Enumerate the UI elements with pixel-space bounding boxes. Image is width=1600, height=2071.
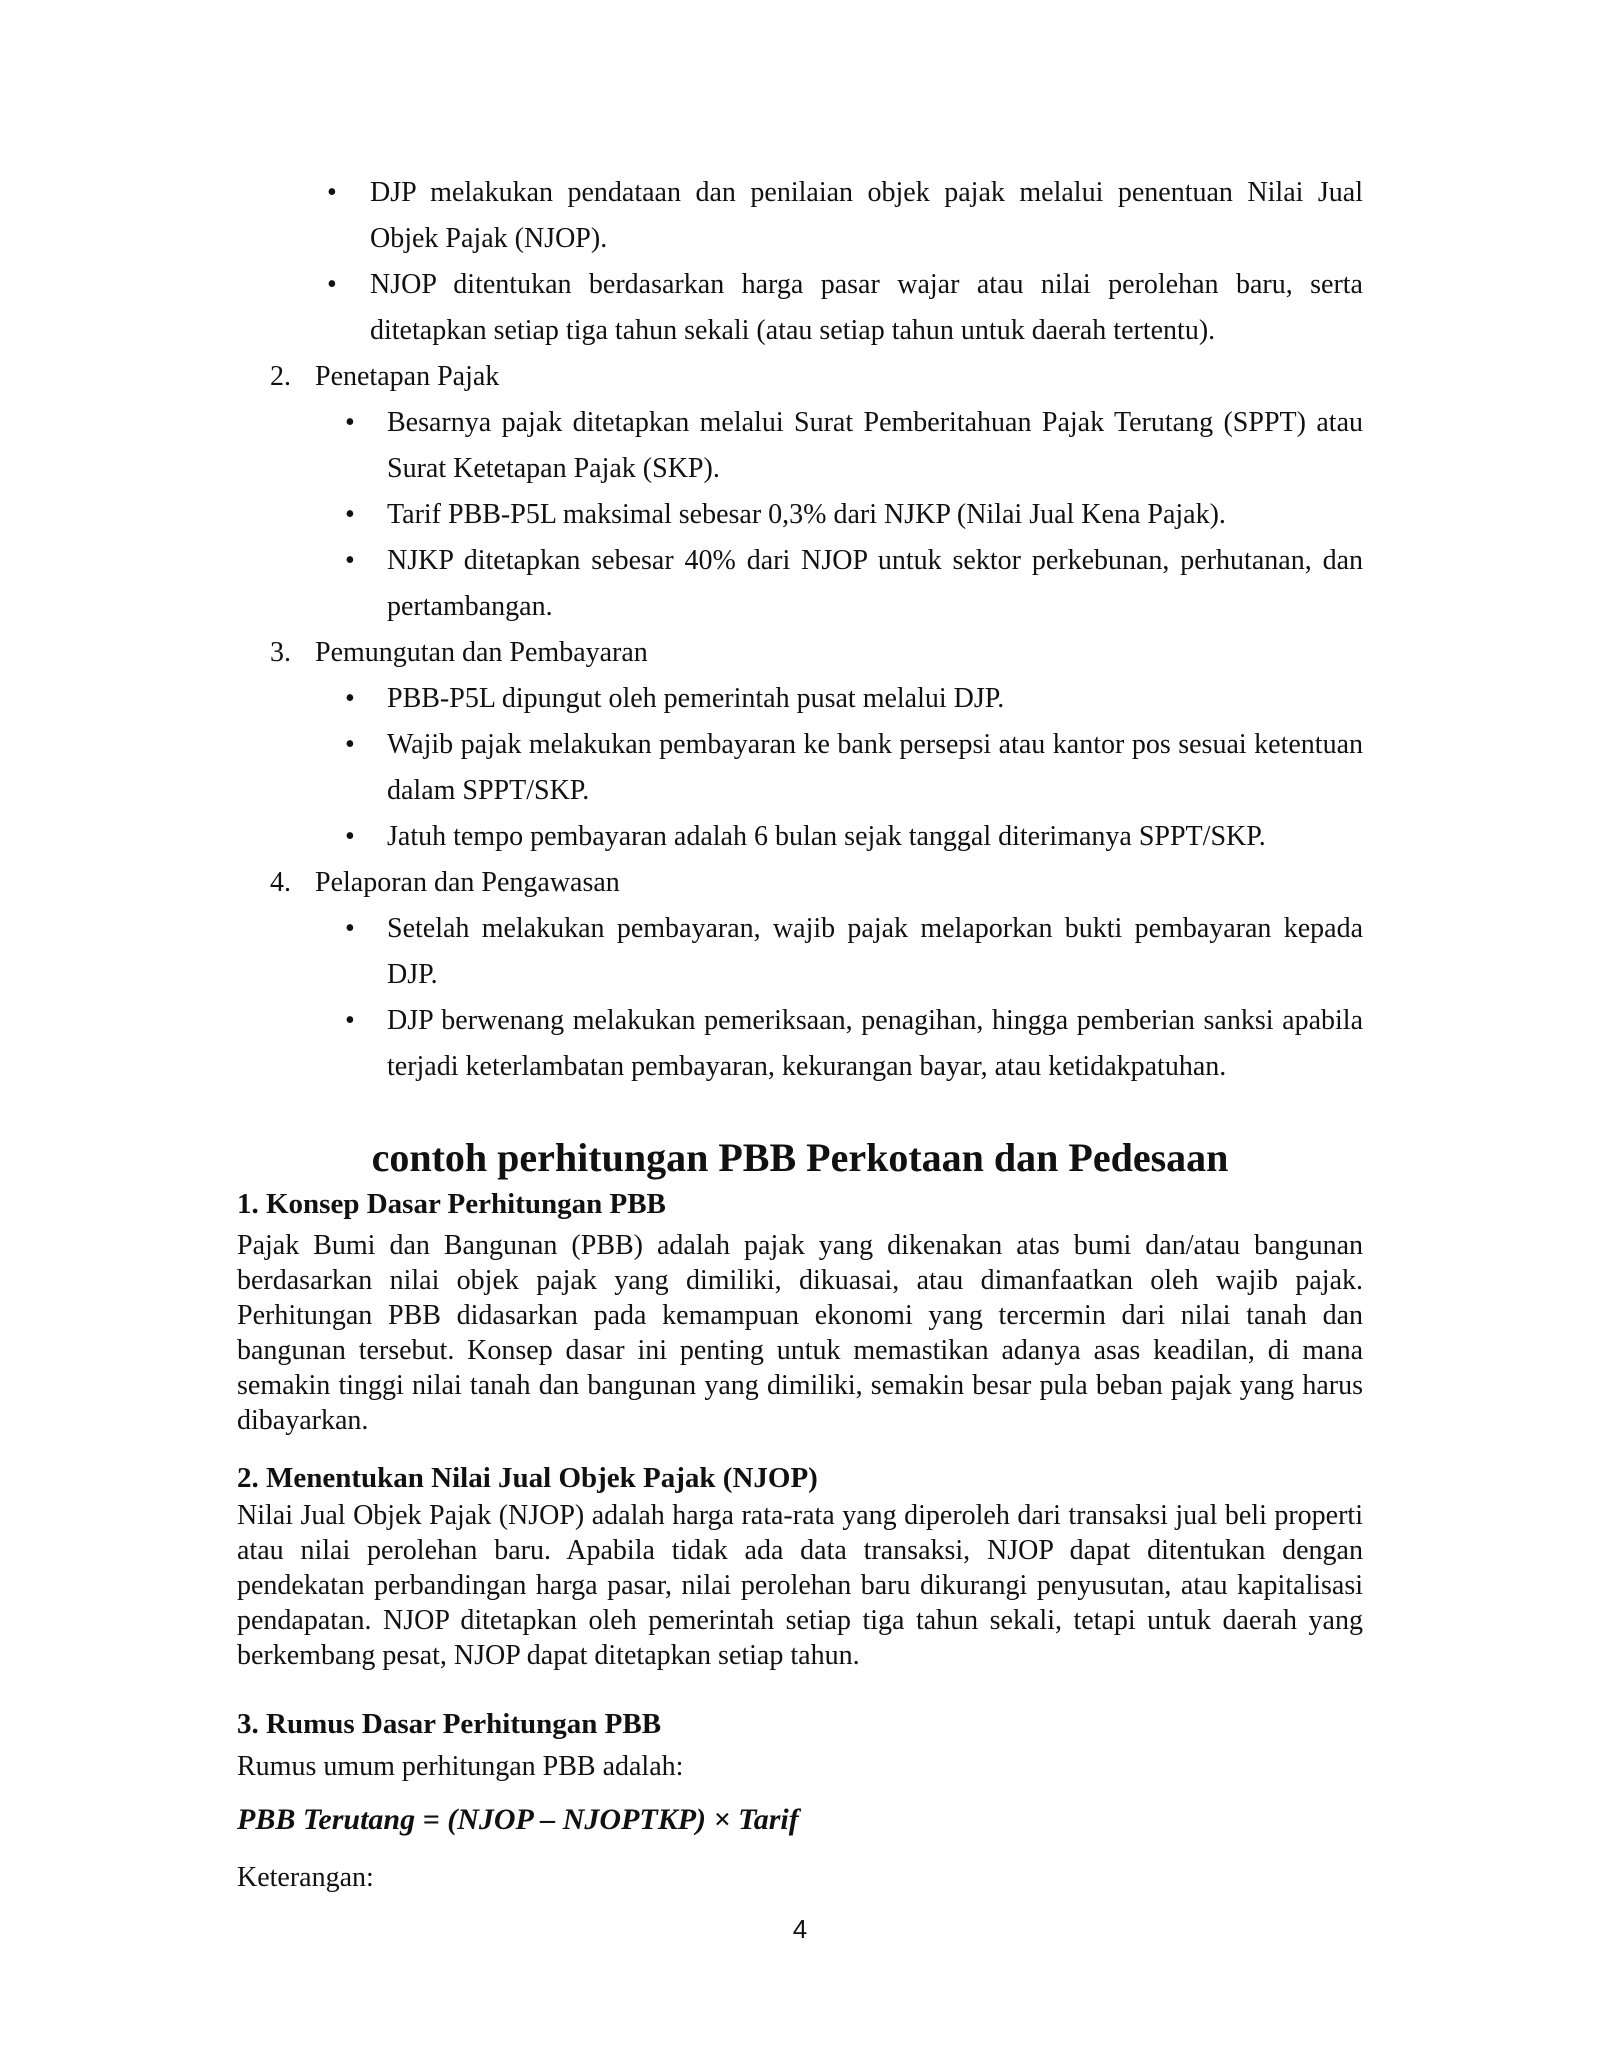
number-marker: 2.: [270, 361, 291, 392]
list-item-text: Setelah melakukan pembayaran, wajib pajak melaporkan bukti pembayaran kepada DJP.: [387, 913, 1363, 990]
numbered-item-label: Pelaporan dan Pengawasan: [315, 867, 620, 898]
bullet-icon: •: [345, 683, 355, 714]
note-label: Keterangan:: [237, 1862, 374, 1893]
bullet-icon: •: [327, 177, 337, 208]
list-item: [237, 814, 1363, 860]
section-title: contoh perhitungan PBB Perkotaan dan Pedesaan: [371, 1135, 1229, 1180]
section-heading-1: 1. Konsep Dasar Perhitungan PBB: [237, 1188, 666, 1220]
list-item-text: DJP berwenang melakukan pemeriksaan, penagihan, hingga pemberian sanksi apabila terjadi keterlambatan pembayaran, kekurangan bayar, atau ketidakpatuhan.: [387, 1005, 1363, 1082]
bullet-icon: •: [327, 269, 337, 300]
list-item: [237, 538, 1363, 630]
paragraph-1: Pajak Bumi dan Bangunan (PBB) adalah pajak yang dikenakan atas bumi dan/atau bangunan berdasarkan nilai objek pajak yang dimiliki, dikuasai, atau dimanfaatkan oleh wajib pajak. Perhitungan PBB didasarkan pada kemampuan ekonomi yang tercermin dari nilai tanah dan bangunan tersebut. Konsep dasar ini penting untuk memastikan adanya asas keadilan, di mana semakin tinggi nilai tanah dan bangunan yang dimiliki, semakin besar pula beban pajak yang harus dibayarkan.: [237, 1230, 1363, 1436]
list-item: [237, 722, 1363, 814]
list-item: [237, 676, 1363, 722]
section-heading-2: 2. Menentukan Nilai Jual Objek Pajak (NJOP): [237, 1462, 818, 1494]
bullet-icon: •: [345, 407, 355, 438]
list-item-text: DJP melakukan pendataan dan penilaian objek pajak melalui penentuan Nilai Jual Objek Pajak (NJOP).: [370, 177, 1363, 254]
list-item-text: NJOP ditentukan berdasarkan harga pasar wajar atau nilai perolehan baru, serta ditetapkan setiap tiga tahun sekali (atau setiap tahun untuk daerah tertentu).: [370, 269, 1363, 346]
numbered-item: [237, 354, 1363, 400]
list-item-text: Besarnya pajak ditetapkan melalui Surat Pemberitahuan Pajak Terutang (SPPT) atau Surat Ketetapan Pajak (SKP).: [387, 407, 1363, 484]
list-item: [237, 170, 1363, 262]
bullet-icon: •: [345, 913, 355, 944]
page-number: 4: [792, 1914, 808, 1944]
list-item: [237, 906, 1363, 998]
list-item-text: Wajib pajak melakukan pembayaran ke bank persepsi atau kantor pos sesuai ketentuan dalam SPPT/SKP.: [387, 729, 1363, 806]
outline-list: [237, 170, 1363, 1090]
numbered-item: [237, 860, 1363, 906]
numbered-item-label: Penetapan Pajak: [315, 361, 500, 392]
list-item: [237, 492, 1363, 538]
numbered-item-label: Pemungutan dan Pembayaran: [315, 637, 648, 668]
list-item: [237, 998, 1363, 1090]
list-item: [237, 262, 1363, 354]
bullet-icon: •: [345, 1005, 355, 1036]
pbb-formula: PBB Terutang = (NJOP – NJOPTKP) × Tarif: [237, 1803, 799, 1836]
paragraph-2: Nilai Jual Objek Pajak (NJOP) adalah harga rata-rata yang diperoleh dari transaksi jual beli properti atau nilai perolehan baru. Apabila tidak ada data transaksi, NJOP dapat ditentukan dengan pendekatan perbandingan harga pasar, nilai perolehan baru dikurangi penyusutan, atau kapitalisasi pendapatan. NJOP ditetapkan oleh pemerintah setiap tiga tahun sekali, tetapi untuk daerah yang berkembang pesat, NJOP dapat ditetapkan setiap tahun.: [237, 1500, 1363, 1671]
bullet-icon: •: [345, 729, 355, 760]
bullet-icon: •: [345, 499, 355, 530]
list-item-text: Tarif PBB-P5L maksimal sebesar 0,3% dari NJKP (Nilai Jual Kena Pajak).: [387, 499, 1226, 530]
list-item-text: PBB-P5L dipungut oleh pemerintah pusat melalui DJP.: [387, 683, 1005, 714]
bullet-icon: •: [345, 821, 355, 852]
list-item-text: NJKP ditetapkan sebesar 40% dari NJOP untuk sektor perkebunan, perhutanan, dan pertambangan.: [387, 545, 1363, 622]
section-heading-3: 3. Rumus Dasar Perhitungan PBB: [237, 1708, 662, 1740]
list-item: [237, 400, 1363, 492]
formula-intro: Rumus umum perhitungan PBB adalah:: [237, 1751, 684, 1782]
number-marker: 3.: [270, 637, 291, 668]
list-item-text: Jatuh tempo pembayaran adalah 6 bulan sejak tanggal diterimanya SPPT/SKP.: [387, 821, 1266, 852]
number-marker: 4.: [270, 867, 291, 898]
bullet-icon: •: [345, 545, 355, 576]
numbered-item: [237, 630, 1363, 676]
